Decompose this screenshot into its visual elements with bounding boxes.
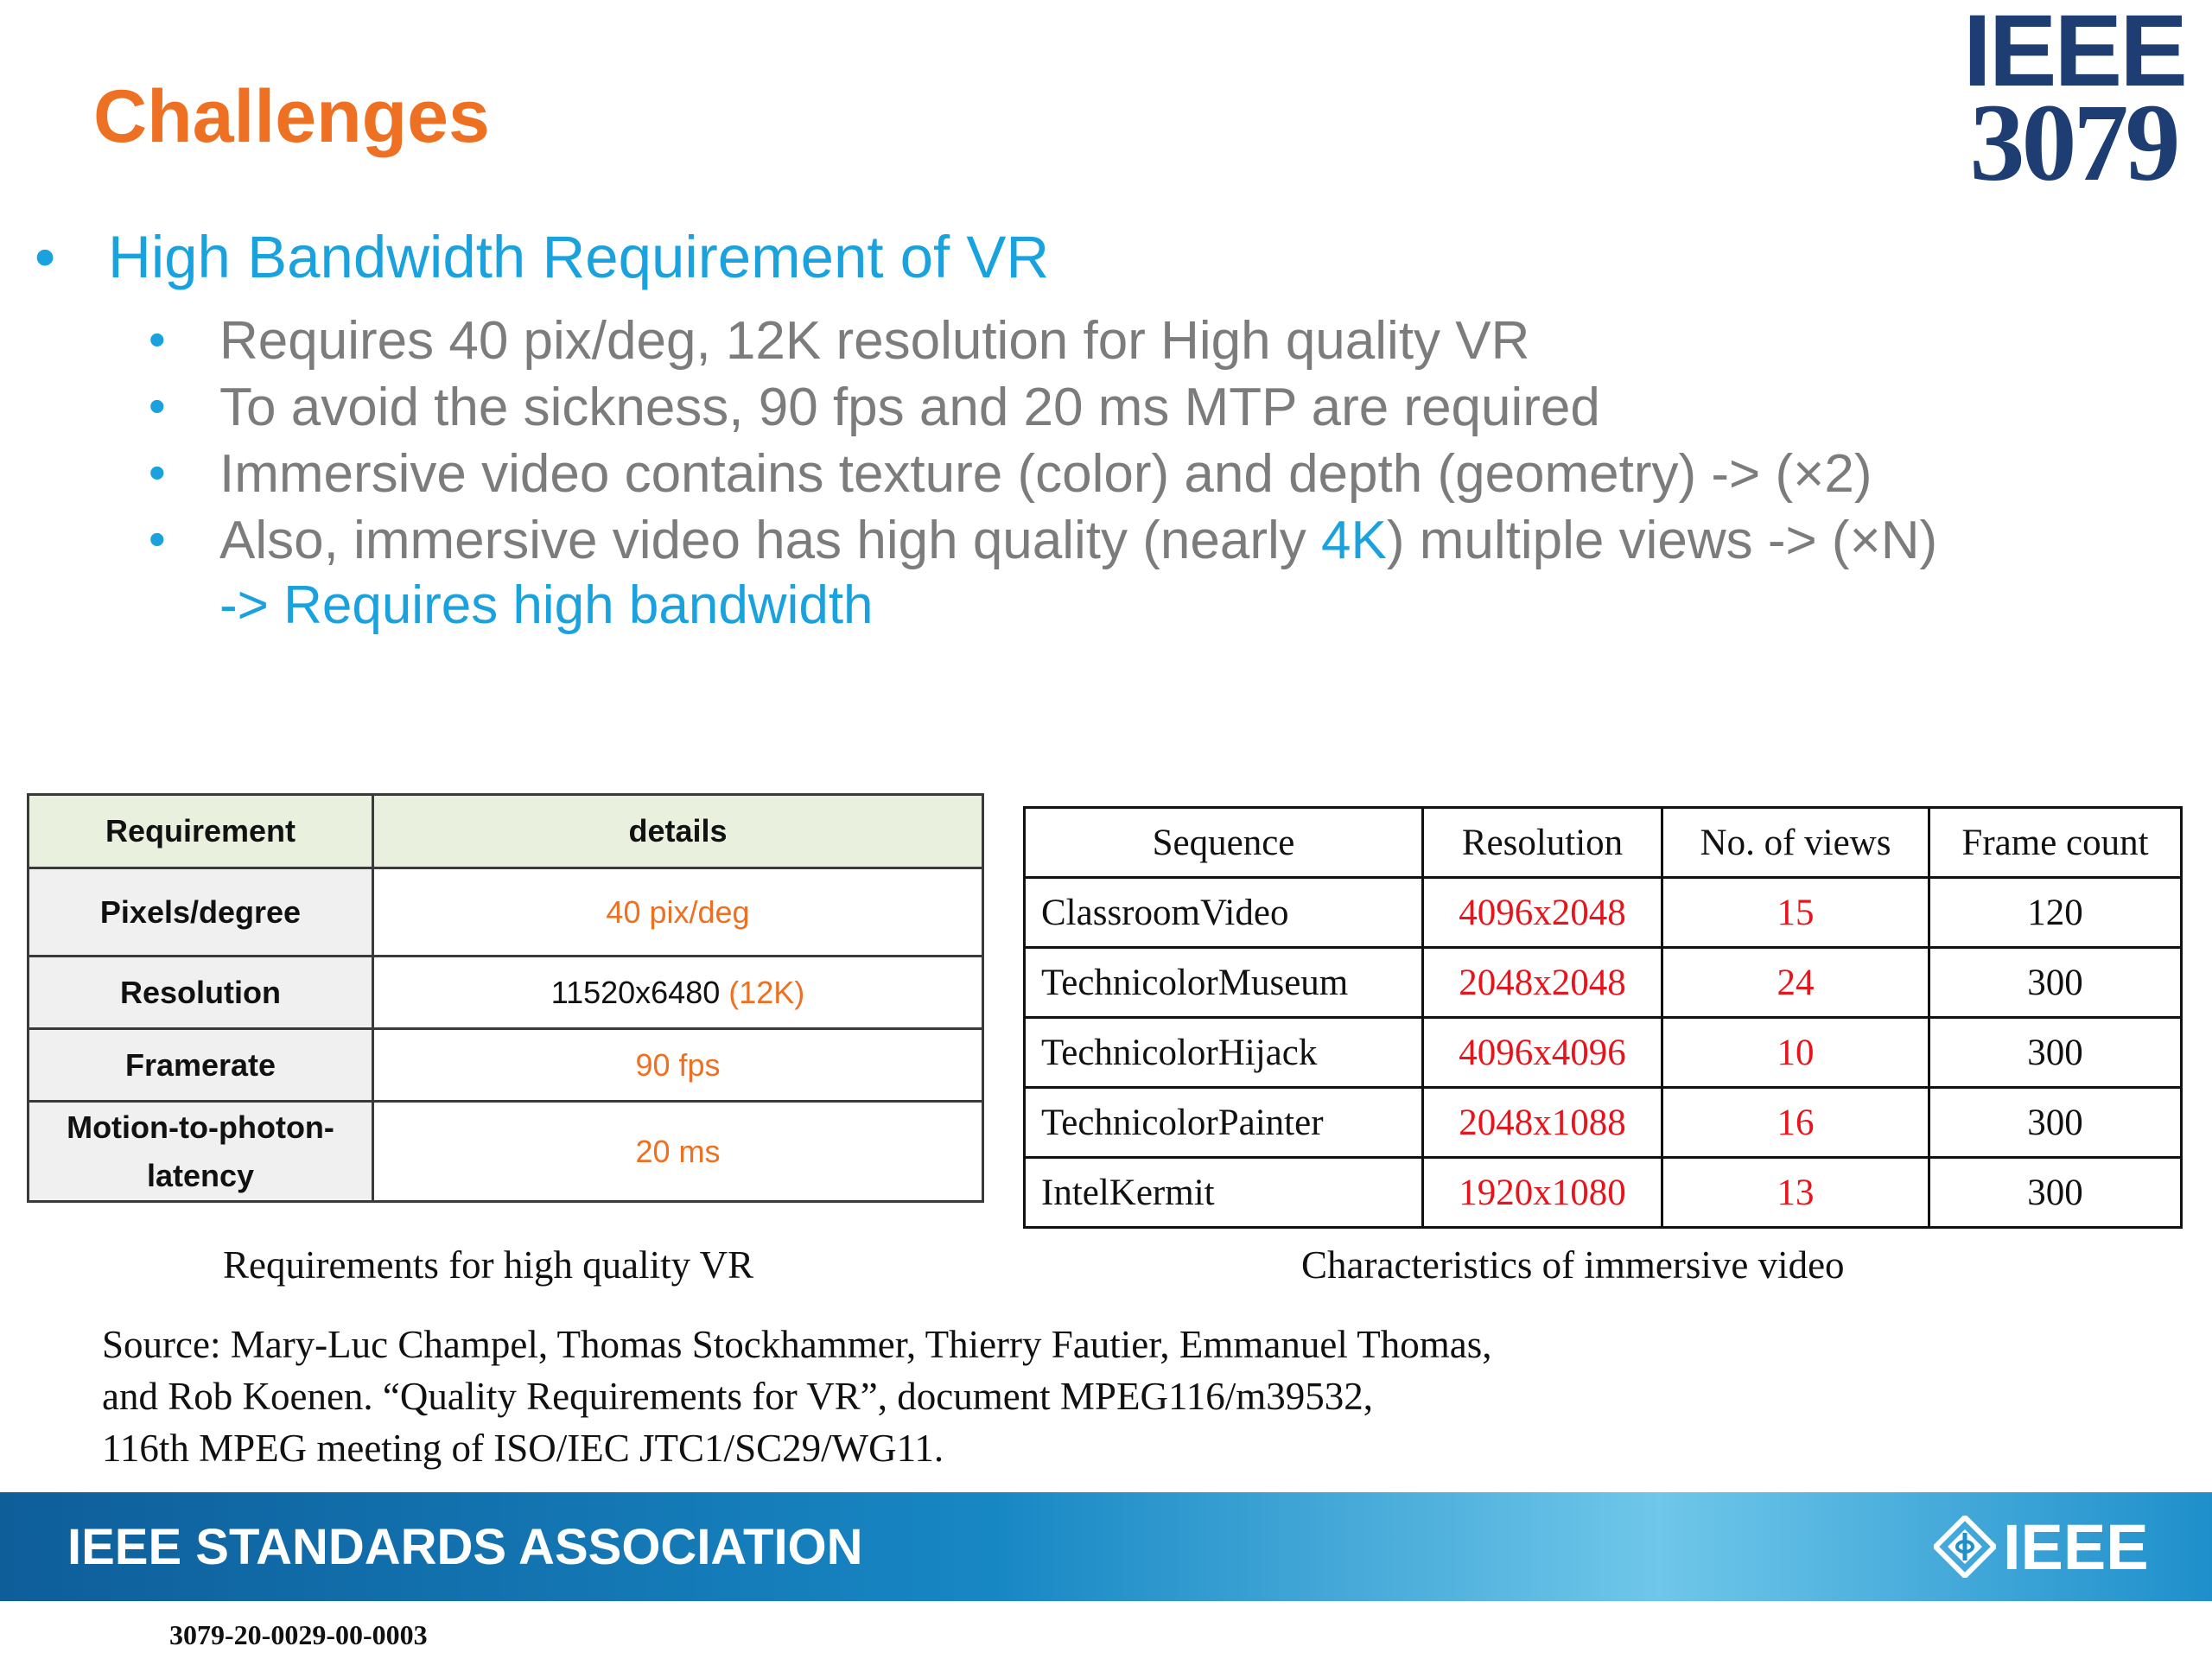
footer-org-name: IEEE STANDARDS ASSOCIATION [67, 1519, 863, 1575]
sub-bullet-text-post: ) multiple views -> (×N) [1386, 511, 1938, 570]
page-title: Challenges [93, 75, 490, 158]
table-row [1025, 948, 2182, 1018]
row-value [373, 1029, 983, 1102]
footer-banner [0, 1492, 2212, 1601]
row-label: Framerate [29, 1029, 373, 1102]
frame-count-cell: 300 [1929, 948, 2182, 1018]
ieee-brand-text: IEEE [2003, 1510, 2149, 1583]
sub-bullet-text-pre: Also, immersive video has high quality (nearly [219, 511, 1321, 570]
resolution-cell: 4096x4096 [1423, 1018, 1662, 1088]
bullet-dot-icon: • [149, 512, 166, 566]
views-cell: 10 [1662, 1018, 1929, 1088]
resolution-cell: 1920x1080 [1423, 1158, 1662, 1228]
views-cell: 16 [1662, 1088, 1929, 1158]
logo-line-1: IEEE [1963, 0, 2185, 108]
right-table-caption: Characteristics of immersive video [1301, 1243, 1845, 1287]
row-label-line: Motion-to-photon- [67, 1109, 334, 1145]
document-number: 3079-20-0029-00-0003 [169, 1619, 428, 1650]
requirements-table [27, 793, 984, 1203]
bullet-dot-icon: • [149, 312, 166, 366]
row-value-highlight: 40 pix/deg [606, 893, 750, 930]
views-cell: 13 [1662, 1158, 1929, 1228]
source-citation [102, 1319, 1744, 1474]
sequences-table [1023, 806, 2183, 1229]
row-value [373, 957, 983, 1029]
table-row [1025, 1088, 2182, 1158]
left-table-caption: Requirements for high quality VR [223, 1243, 754, 1287]
sequence-cell: ClassroomVideo [1025, 878, 1423, 948]
source-line: Source: Mary-Luc Champel, Thomas Stockhammer, Thierry Fautier, Emmanuel Thomas, [102, 1323, 1492, 1366]
table-header-cell: No. of views [1662, 808, 1929, 878]
table-row [29, 1102, 983, 1202]
table-header-cell: Sequence [1025, 808, 1423, 878]
table-header-cell: Resolution [1423, 808, 1662, 878]
sequence-cell: TechnicolorMuseum [1025, 948, 1423, 1018]
row-value [373, 1102, 983, 1202]
ieee-brand-logo [1934, 1508, 2149, 1586]
table-row [29, 1029, 983, 1102]
sub-bullet-highlight: 4K [1321, 511, 1387, 570]
table-row [29, 868, 983, 957]
sequence-cell: TechnicolorHijack [1025, 1018, 1423, 1088]
frame-count-cell: 300 [1929, 1018, 2182, 1088]
sub-bullet-text: Immersive video contains texture (color) and depth (geometry) -> (×2) [219, 444, 1872, 504]
row-label-line: latency [146, 1157, 255, 1193]
sub-bullet-text: To avoid the sickness, 90 fps and 20 ms MTP are required [219, 378, 1600, 437]
table-row [29, 957, 983, 1029]
table-header-cell: details [373, 795, 983, 868]
conclusion-text: -> Requires high bandwidth [219, 575, 874, 635]
bullet-dot-icon: • [149, 445, 166, 499]
table-row [1025, 878, 2182, 948]
frame-count-cell: 300 [1929, 1088, 2182, 1158]
sequence-cell: TechnicolorPainter [1025, 1088, 1423, 1158]
resolution-cell: 4096x2048 [1423, 878, 1662, 948]
resolution-cell: 2048x2048 [1423, 948, 1662, 1018]
table-header-cell: Frame count [1929, 808, 2182, 878]
source-line: and Rob Koenen. “Quality Requirements for VR”, document MPEG116/m39532, [102, 1375, 1374, 1418]
views-cell: 15 [1662, 878, 1929, 948]
row-label [29, 1102, 373, 1202]
sequence-cell: IntelKermit [1025, 1158, 1423, 1228]
row-value [373, 868, 983, 957]
frame-count-cell: 120 [1929, 878, 2182, 948]
row-value-highlight: 20 ms [635, 1133, 721, 1169]
table-header-row [1025, 808, 2182, 878]
table-header-cell: Requirement [29, 795, 373, 868]
table-header-row [29, 795, 983, 868]
row-value-highlight: 90 fps [635, 1046, 721, 1083]
resolution-cell: 2048x1088 [1423, 1088, 1662, 1158]
views-cell: 24 [1662, 948, 1929, 1018]
source-line: 116th MPEG meeting of ISO/IEC JTC1/SC29/WG11. [102, 1427, 944, 1470]
logo-line-2: 3079 [1969, 81, 2177, 204]
table-row [1025, 1018, 2182, 1088]
sub-bullet-text [219, 509, 1937, 573]
frame-count-cell: 300 [1929, 1158, 2182, 1228]
row-value-text: 11520x6480 [550, 974, 729, 1010]
ieee-diamond-icon [1934, 1516, 1996, 1578]
row-label: Resolution [29, 957, 373, 1029]
sub-bullet-text: Requires 40 pix/deg, 12K resolution for High quality VR [219, 311, 1530, 371]
bullet-dot-icon: • [149, 378, 166, 433]
row-label: Pixels/degree [29, 868, 373, 957]
main-bullet-text: High Bandwidth Requirement of VR [108, 224, 1050, 290]
table-row [1025, 1158, 2182, 1228]
ieee-3079-logo [1963, 0, 2185, 204]
bullet-dot-icon: • [35, 224, 56, 290]
row-value-highlight: (12K) [728, 974, 805, 1010]
